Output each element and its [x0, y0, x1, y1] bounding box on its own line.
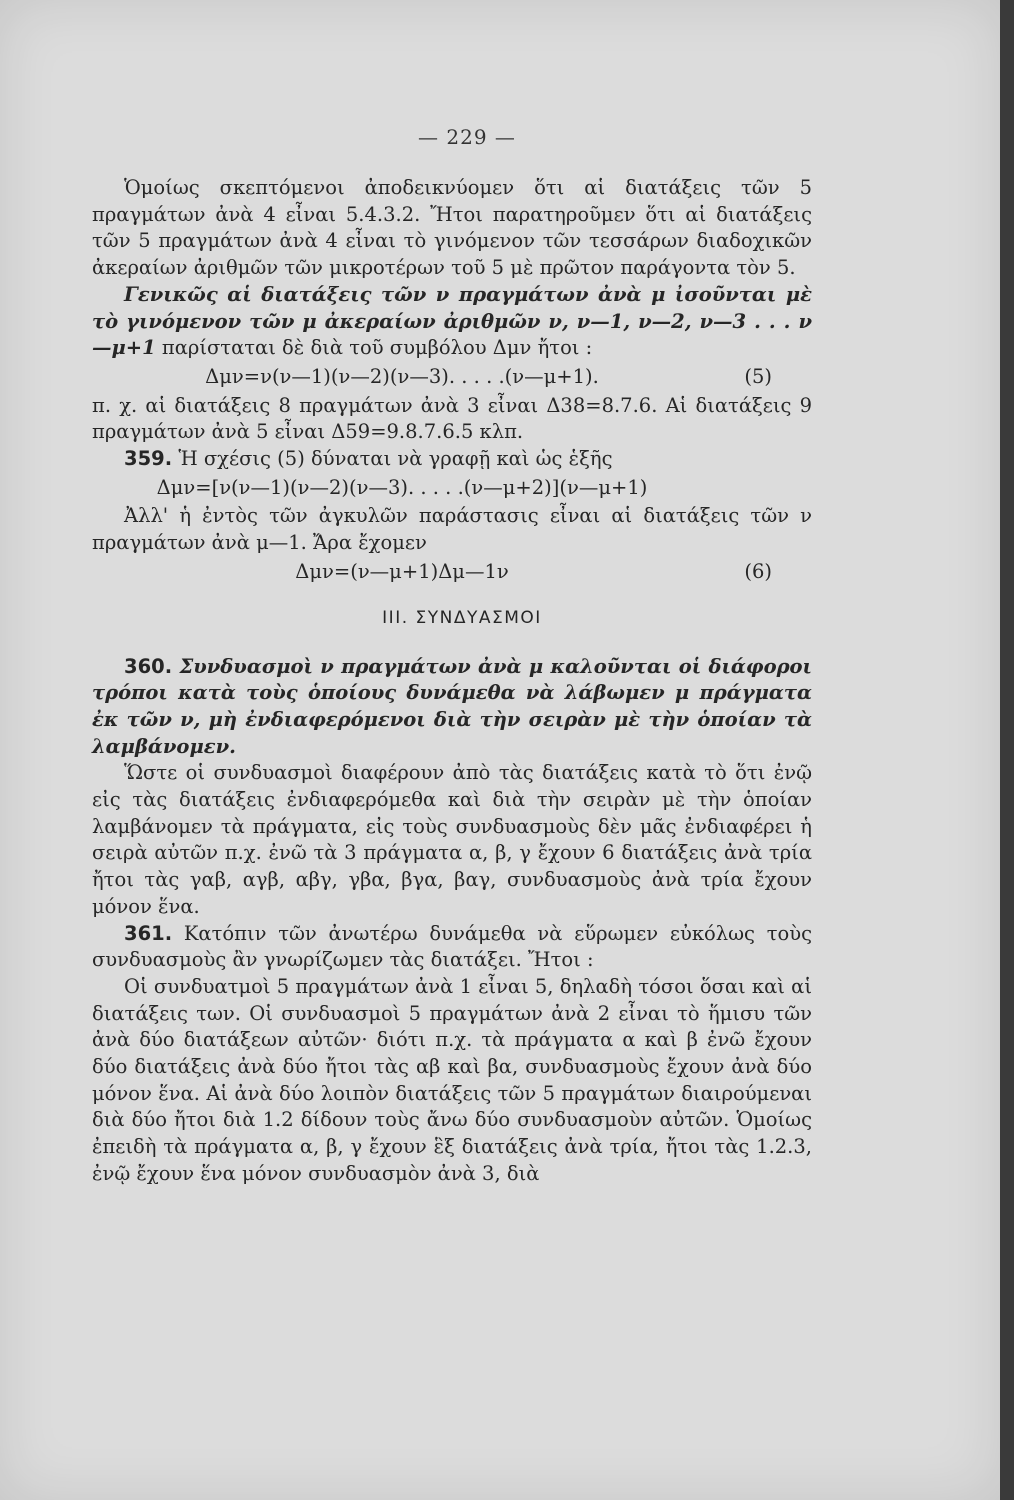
paragraph-1: Ὁμοίως σκεπτόμενοι ἀποδεικνύομεν ὅτι αἱ διατάξεις τῶν 5 πραγμάτων ἀνὰ 4 εἶναι 5.4.3.2. Ἤτοι παρατηροῦμεν ὅτι αἱ διατάξεις τῶν 5 πραγμάτων ἀνὰ 4 εἶναι τὸ γινόμενον τῶν τεσσάρων διαδοχικῶν ἀκεραίων ἀριθμῶν τῶν μικροτέρων τοῦ 5 μὲ πρῶτον παράγοντα τὸν 5. — [92, 176, 812, 280]
equation-5-formula: Δμν=ν(ν—1)(ν—2)(ν—3). . . . .(ν—μ+1). — [205, 364, 599, 388]
equation-6 — [92, 559, 812, 586]
equation-359 — [92, 475, 812, 502]
general-rule-rest: παρίσταται δὲ διὰ τοῦ συμβόλου Δμν ἤτοι : — [155, 336, 593, 360]
page-number: — 229 — — [418, 125, 516, 149]
equation-6-number: (6) — [744, 559, 772, 583]
paragraph-2 — [92, 282, 812, 362]
paragraph-6: Οἱ συνδυατμοὶ 5 πραγμάτων ἀνὰ 1 εἶναι 5, δηλαδὴ τόσοι ὅσαι καὶ αἱ διατάξεις των. Οἱ συνδυασμοὶ 5 πραγμάτων ἀνὰ 2 εἶναι τὸ ἥμισυ τῶν ἀνὰ δύο διατάξεων αὐτῶν· διότι π.χ. τὰ πράγματα α καὶ β ἐνῶ ἔχουν δύο διατάξεις ἀνὰ δύο ἤτοι τὰς αβ καὶ βα, συνδυασμοὺς ἔχουν ἀνὰ δύο μόνον ἕνα. Αἱ ἀνὰ δύο λοιπὸν διατάξεις τῶν 5 πραγμάτων διαιρούμεναι διὰ δύο ἤτοι διὰ 1.2 δίδουν τοὺς ἄνω δύο συνδυασμοὺν αὐτῶν. Ὁμοίως ἐπειδὴ τὰ πράγματα α, β, γ ἔχουν ἓξ διατάξεις ἀνὰ τρία, ἤτοι τὰς 1.2.3, ἐνῷ ἔχουν ἕνα μόνον συνδυασμὸν ἀνὰ 3, διὰ — [92, 974, 812, 1185]
equation-359-formula: Δμν=[ν(ν—1)(ν—2)(ν—3). . . . .(ν—μ+2)](ν—μ+1) — [156, 475, 648, 499]
section-361-number: 361. — [124, 921, 173, 945]
section-359-number: 359. — [124, 447, 173, 471]
general-rule-bold: Γενικῶς αἱ διατάξεις τῶν ν πραγμάτων ἀνὰ μ ἰσοῦνται μὲ τὸ γινόμενον τῶν μ ἀκεραίων ἀριθμῶν ν, ν—1, ν—2, ν—3 . . . ν—μ+1 — [92, 282, 812, 360]
section-360 — [92, 654, 812, 761]
paragraph-5: Ὥστε οἱ συνδυασμοὶ διαφέρουν ἀπὸ τὰς διατάξεις κατὰ τὸ ὅτι ἐνῷ εἰς τὰς διατάξεις ἐνδιαφερόμεθα καὶ διὰ τὴν σειρὰν μὲ τὴν ὁποίαν λαμβάνομεν τὰ πράγματα, εἰς τοὺς συνδυασμοὺς δὲν μᾶς ἐνδιαφέρει ἡ σειρὰ αὐτῶν π.χ. ἐνῶ τὰ 3 πράγματα α, β, γ ἔχουν 6 διατάξεις ἀνὰ τρία ἤτοι τὰς γαβ, αγβ, αβγ, γβα, βγα, βαγ, συνδυασμοὺς ἀνὰ τρία ἔχουν μόνον ἕνα. — [92, 761, 812, 918]
equation-5-number: (5) — [744, 364, 772, 388]
section-heading: III. ΣΥΝΔΥΑΣΜΟΙ — [382, 607, 542, 628]
section-361 — [92, 921, 812, 974]
section-360-definition: Συνδυασμοὶ ν πραγμάτων ἀνὰ μ καλοῦνται οἱ διάφοροι τρόποι κατὰ τοὺς ὁποίους δυνάμεθα νὰ λάβωμεν μ πράγματα ἐκ τῶν ν, μὴ ἐνδιαφερόμενοι διὰ τὴν σειρὰν μὲ τὴν ὁποίαν τὰ λαμβάνομεν. — [92, 654, 812, 758]
equation-5 — [92, 364, 812, 391]
paragraph-3: π. χ. αἱ διατάξεις 8 πραγμάτων ἀνὰ 3 εἶναι Δ38=8.7.6. Αἱ διατάξεις 9 πραγμάτων ἀνὰ 5 εἶναι Δ59=9.8.7.6.5 κλπ. — [92, 393, 812, 444]
section-360-number: 360. — [124, 654, 173, 678]
page-text — [92, 125, 812, 1188]
section-361-text: Κατόπιν τῶν ἀνωτέρω δυνάμεθα νὰ εὕρωμεν εὐκόλως τοὺς συνδυασμοὺς ἂν γνωρίζωμεν τὰς διατάξει. Ἤτοι : — [92, 921, 812, 972]
section-359-text: Ἡ σχέσις (5) δύναται νὰ γραφῇ καὶ ὡς ἑξῆς — [172, 447, 613, 471]
paragraph-4: Ἀλλ' ἡ ἐντὸς τῶν ἀγκυλῶν παράστασις εἶναι αἱ διατάξεις τῶν ν πραγμάτων ἀνὰ μ—1. Ἄρα ἔχομεν — [92, 504, 812, 555]
equation-6-formula: Δμν=(ν—μ+1)Δμ—1ν — [295, 559, 509, 583]
section-359 — [92, 446, 812, 473]
scan-edge — [1000, 0, 1014, 1500]
